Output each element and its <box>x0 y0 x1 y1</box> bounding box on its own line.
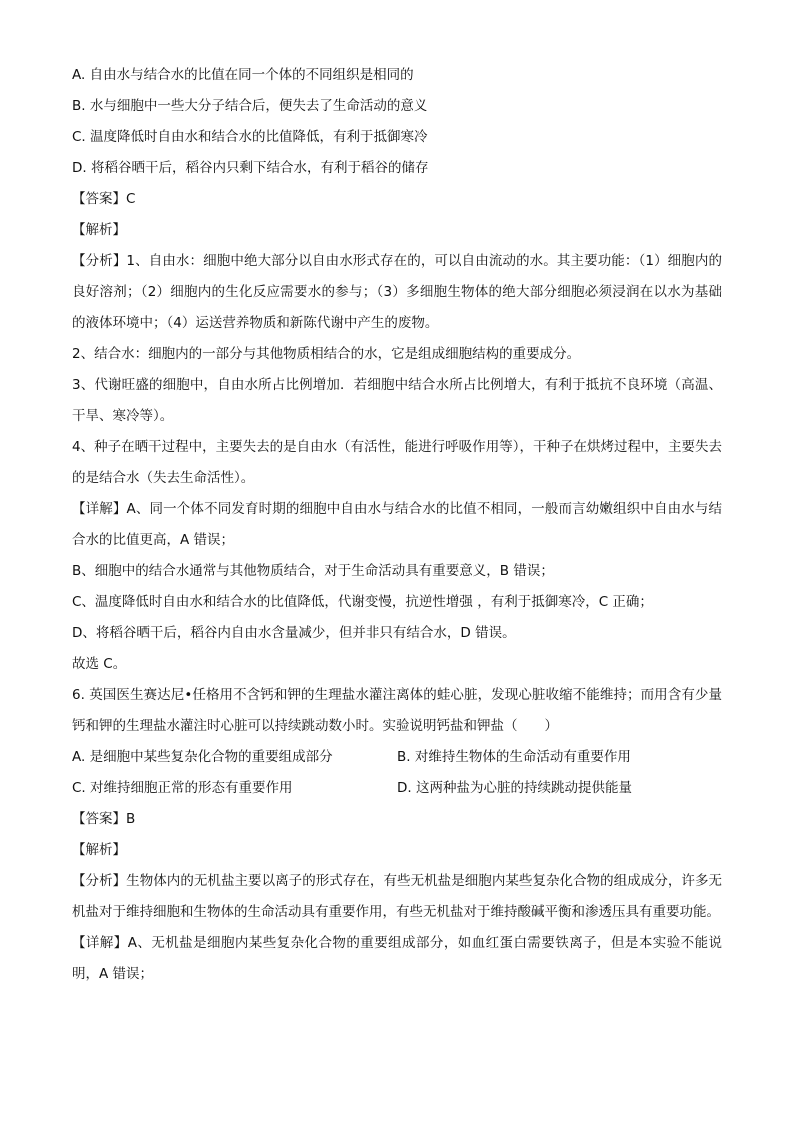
option-c: C. 对维持细胞正常的形态有重要作用 <box>72 780 293 796</box>
analysis-paragraph: 【分析】1、自由水：细胞中绝大部分以自由水形式存在的，可以自由流动的水。其主要功能：（1）细胞内的良好溶剂；（2）细胞内的生化反应需要水的参与；（3）多细胞生物体的绝大部分细胞必须浸润在以水为基础的液体环境中；（4）运送营养物质和新陈代谢中产生的废物。 <box>72 253 722 331</box>
option-a: A. 是细胞中某些复杂化合物的重要组成部分 <box>72 749 333 765</box>
analysis-paragraph: 【分析】生物体内的无机盐主要以离子的形式存在，有些无机盐是细胞内某些复杂化合物的组成成分，许多无机盐对于维持细胞和生物体的生命活动具有重要作用，有些无机盐对于维持酸碱平衡和渗透压具有重要功能。 <box>72 873 722 920</box>
option-b: B. 对维持生物体的生命活动有重要作用 <box>397 749 631 765</box>
question-5-options <box>72 60 722 184</box>
option-d: D. 将稻谷晒干后，稻谷内只剩下结合水，有利于稻谷的储存 <box>72 160 429 176</box>
question-6-options <box>72 742 722 804</box>
answer-label: 【答案】B <box>72 811 136 827</box>
document-page <box>72 60 722 990</box>
question-5-analysis <box>72 246 722 680</box>
option-a: A. 自由水与结合水的比值在同一个体的不同组织是相同的 <box>72 67 414 83</box>
answer-label: 【答案】C <box>72 191 136 207</box>
explanation-paragraph: 【详解】A、同一个体不同发育时期的细胞中自由水与结合水的比值不相同，一般而言幼嫩组织中自由水与结合水的比值更高，A 错误； <box>72 501 722 548</box>
explanation-paragraph: D、将稻谷晒干后，稻谷内自由水含量减少，但并非只有结合水，D 错误。 <box>72 625 516 641</box>
explanation-paragraph: C、温度降低时自由水和结合水的比值降低，代谢变慢，抗逆性增强 ，有利于抵御寒冷，C 正确； <box>72 594 653 610</box>
explanation-paragraph: 【详解】A、无机盐是细胞内某些复杂化合物的重要组成部分，如血红蛋白需要铁离子，但是本实验不能说明，A 错误； <box>72 935 722 982</box>
question-6-analysis <box>72 866 722 990</box>
option-c: C. 温度降低时自由水和结合水的比值降低，有利于抵御寒冷 <box>72 129 428 145</box>
conclusion-line: 故选 C。 <box>72 656 127 672</box>
explanation-paragraph: B、细胞中的结合水通常与其他物质结合，对于生命活动具有重要意义，B 错误； <box>72 563 554 579</box>
analysis-label: 【解析】 <box>72 842 126 858</box>
analysis-paragraph: 4、种子在晒干过程中，主要失去的是自由水（有活性，能进行呼吸作用等），干种子在烘烤过程中，主要失去的是结合水（失去生命活性）。 <box>72 439 722 486</box>
analysis-label: 【解析】 <box>72 222 126 238</box>
analysis-paragraph: 3、代谢旺盛的细胞中，自由水所占比例增加．若细胞中结合水所占比例增大，有利于抵抗不良环境（高温、干旱、寒冷等）。 <box>72 377 722 424</box>
option-d: D. 这两种盐为心脏的持续跳动提供能量 <box>397 780 632 796</box>
option-b: B. 水与细胞中一些大分子结合后，便失去了生命活动的意义 <box>72 98 428 114</box>
analysis-paragraph: 2、结合水：细胞内的一部分与其他物质相结合的水，它是组成细胞结构的重要成分。 <box>72 346 581 362</box>
question-6-stem: 6. 英国医生赛达尼•任格用不含钙和钾的生理盐水灌注离体的蛙心脏，发现心脏收缩不能维持；而用含有少量钙和钾的生理盐水灌注时心脏可以持续跳动数小时。实验说明钙盐和钾盐（ ） <box>72 687 722 734</box>
